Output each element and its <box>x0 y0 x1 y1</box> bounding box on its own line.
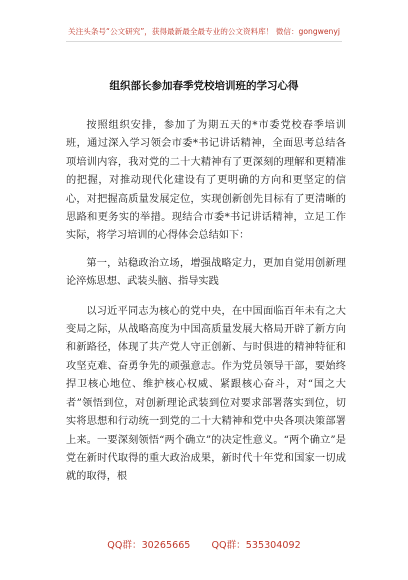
paragraph-section-body: 以习近平同志为核心的党中央，在中国面临百年未有之大变局之际，从战略高度为中国高质量发展大格局开辟了新方向和新路径，体现了共产党人守正创新、与时俱进的精神特征和攻坚克难、奋勇争先的顽强意志。作为党员领导干部，要始终捍卫核心地位、维护核心权威、紧跟核心奋斗，对“国之大者”领悟到位，对创新理论武装到位对要求部署落实到位，切实将思想和行动统一到党的二十大精神和党中央各项决策部署上来。一要深刻领悟“两个确立”的决定性意义。“两个确立”是党在新时代取得的重大政治成果，新时代十年党和国家一切成就的取得，根 <box>66 305 346 483</box>
paragraph-intro: 按照组织安排，参加了为期五天的*市委党校春季培训班，通过深入学习领会市委*书记讲话精神，全面思考总结各项培训内容，我对党的二十大精神有了更深刻的理解和更精准的把握，对推动现代化建设有了更明确的方向和更坚定的信心，对把握高质量发展定位，实现创新创先目标有了更清晰的思路和更务实的举措。现结合市委*书记讲话精神，立足工作实际，将学习培训的心得体会总结如下： <box>66 120 346 242</box>
header-notice: 关注头条号“公文研究”，获得最新最全最专业的公文资料库！ 微信：gongwenyj <box>68 27 340 36</box>
header-divider <box>66 41 342 42</box>
document-body <box>66 117 346 496</box>
footer-qq-group-1: QQ群：30265665 <box>107 540 191 551</box>
footer-contacts <box>0 537 408 551</box>
footer-qq-group-2: QQ群：535304092 <box>211 540 301 551</box>
document-title: 组织部长参加春季党校培训班的学习心得 <box>109 80 299 92</box>
paragraph-section-heading: 第一，站稳政治立场，增强战略定力，更加自觉用创新理论淬炼思想、武装头脑、指导实践 <box>66 257 346 288</box>
